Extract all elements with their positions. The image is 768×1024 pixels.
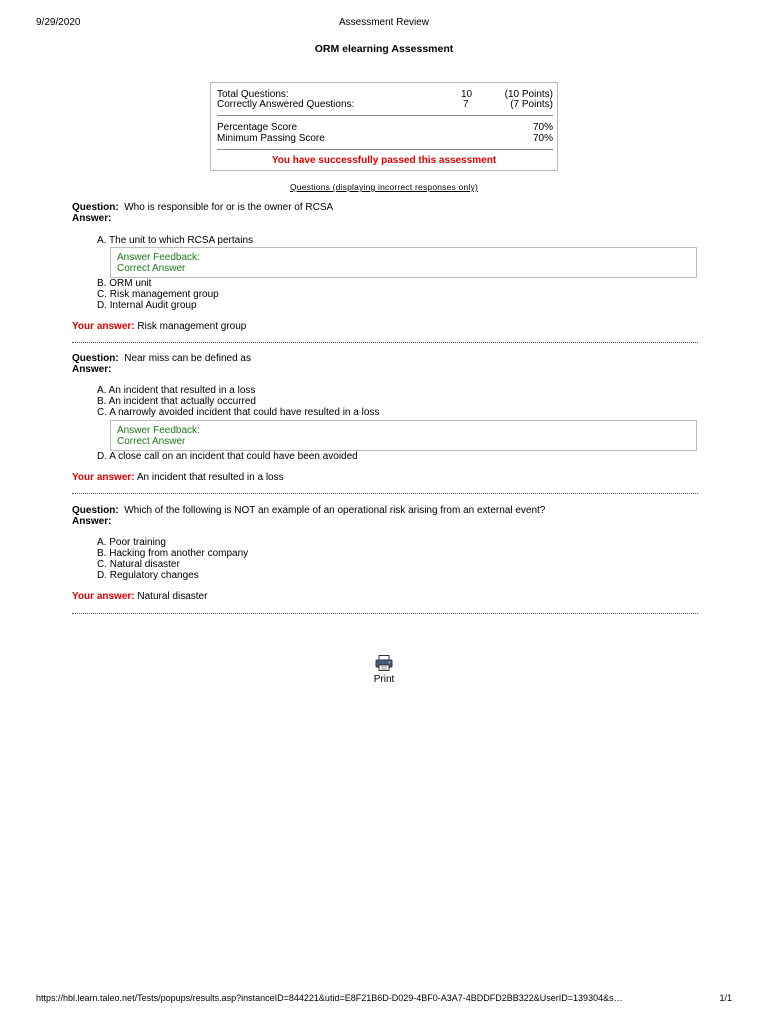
question-text: Which of the following is NOT an example of an operational risk arising from an external event? [124, 505, 546, 516]
header-title: Assessment Review [338, 17, 430, 28]
correct-answers-row [217, 99, 553, 110]
min-passing-row [217, 133, 553, 144]
feedback-title: Answer Feedback: [117, 252, 200, 263]
option-a: A. Poor training [97, 537, 166, 548]
printer-icon [375, 655, 393, 671]
total-questions-label: Total Questions: [217, 89, 289, 100]
option-d: D. Internal Audit group [97, 300, 197, 311]
question-divider [72, 613, 698, 614]
your-answer-label: Your answer: [72, 591, 135, 602]
question-text: Who is responsible for or is the owner of RCSA [124, 202, 334, 213]
footer-url: https://hbl.learn.taleo.net/Tests/popups/results.asp?instanceID=844221&utid=E8F21B6D-D029-4BF0-A3A7-4BDDFD2BB322&UserID=139304&s… [36, 993, 623, 1003]
min-passing-label: Minimum Passing Score [217, 133, 325, 144]
your-answer [72, 472, 284, 483]
percentage-score-label: Percentage Score [217, 122, 298, 133]
your-answer-value: An incident that resulted in a loss [136, 472, 284, 483]
percentage-score-row [217, 122, 553, 133]
page-header [0, 17, 768, 31]
questions-heading: Questions (displaying incorrect responses only) [290, 182, 478, 192]
print-button[interactable] [354, 655, 414, 685]
percentage-score-value: 70% [532, 122, 553, 133]
answer-feedback-box [110, 420, 697, 451]
answer-label: Answer: [72, 213, 112, 224]
option-b: B. ORM unit [97, 278, 152, 289]
answer-label: Answer: [72, 516, 112, 527]
summary-divider [217, 115, 553, 116]
option-c: C. Risk management group [97, 289, 219, 300]
question-divider [72, 493, 698, 494]
your-answer-value: Natural disaster [137, 591, 208, 602]
answer-label: Answer: [72, 364, 112, 375]
total-questions-value: 10 [461, 89, 473, 100]
feedback-title: Answer Feedback: [117, 425, 200, 436]
page-footer [0, 993, 768, 1007]
score-summary-box [210, 82, 558, 171]
correct-points: (7 Points) [510, 99, 553, 110]
feedback-text: Correct Answer [117, 436, 186, 447]
question-label: Question: [72, 505, 119, 516]
correct-answers-label: Correctly Answered Questions: [217, 99, 355, 110]
option-c: C. Natural disaster [97, 559, 180, 570]
option-d: D. A close call on an incident that could have been avoided [97, 451, 358, 462]
question-label: Question: [72, 353, 119, 364]
your-answer-value: Risk management group [137, 321, 247, 332]
total-points: (10 Points) [504, 89, 553, 100]
feedback-text: Correct Answer [117, 263, 186, 274]
question-block-1 [72, 202, 698, 344]
print-label: Print [373, 674, 395, 685]
option-a: A. An incident that resulted in a loss [97, 385, 256, 396]
option-c: C. A narrowly avoided incident that could have resulted in a loss [97, 407, 380, 418]
pass-message: You have successfully passed this assessment [271, 155, 497, 166]
option-b: B. Hacking from another company [97, 548, 249, 559]
your-answer-label: Your answer: [72, 321, 135, 332]
page-number: 1/1 [719, 993, 732, 1003]
answer-feedback-box [110, 247, 697, 278]
option-a: A. The unit to which RCSA pertains [97, 235, 254, 246]
question-block-3 [72, 505, 698, 617]
your-answer [72, 321, 246, 332]
summary-divider-bottom [217, 149, 553, 150]
question-label: Question: [72, 202, 119, 213]
option-d: D. Regulatory changes [97, 570, 199, 581]
question-divider [72, 342, 698, 343]
question-text: Near miss can be defined as [124, 353, 251, 364]
correct-answers-value: 7 [463, 99, 469, 110]
print-date: 9/29/2020 [36, 17, 81, 28]
your-answer-label: Your answer: [72, 472, 135, 483]
question-block-2 [72, 353, 698, 495]
option-b: B. An incident that actually occurred [97, 396, 256, 407]
page-title: ORM elearning Assessment [314, 43, 454, 55]
your-answer [72, 591, 207, 602]
min-passing-value: 70% [532, 133, 553, 144]
